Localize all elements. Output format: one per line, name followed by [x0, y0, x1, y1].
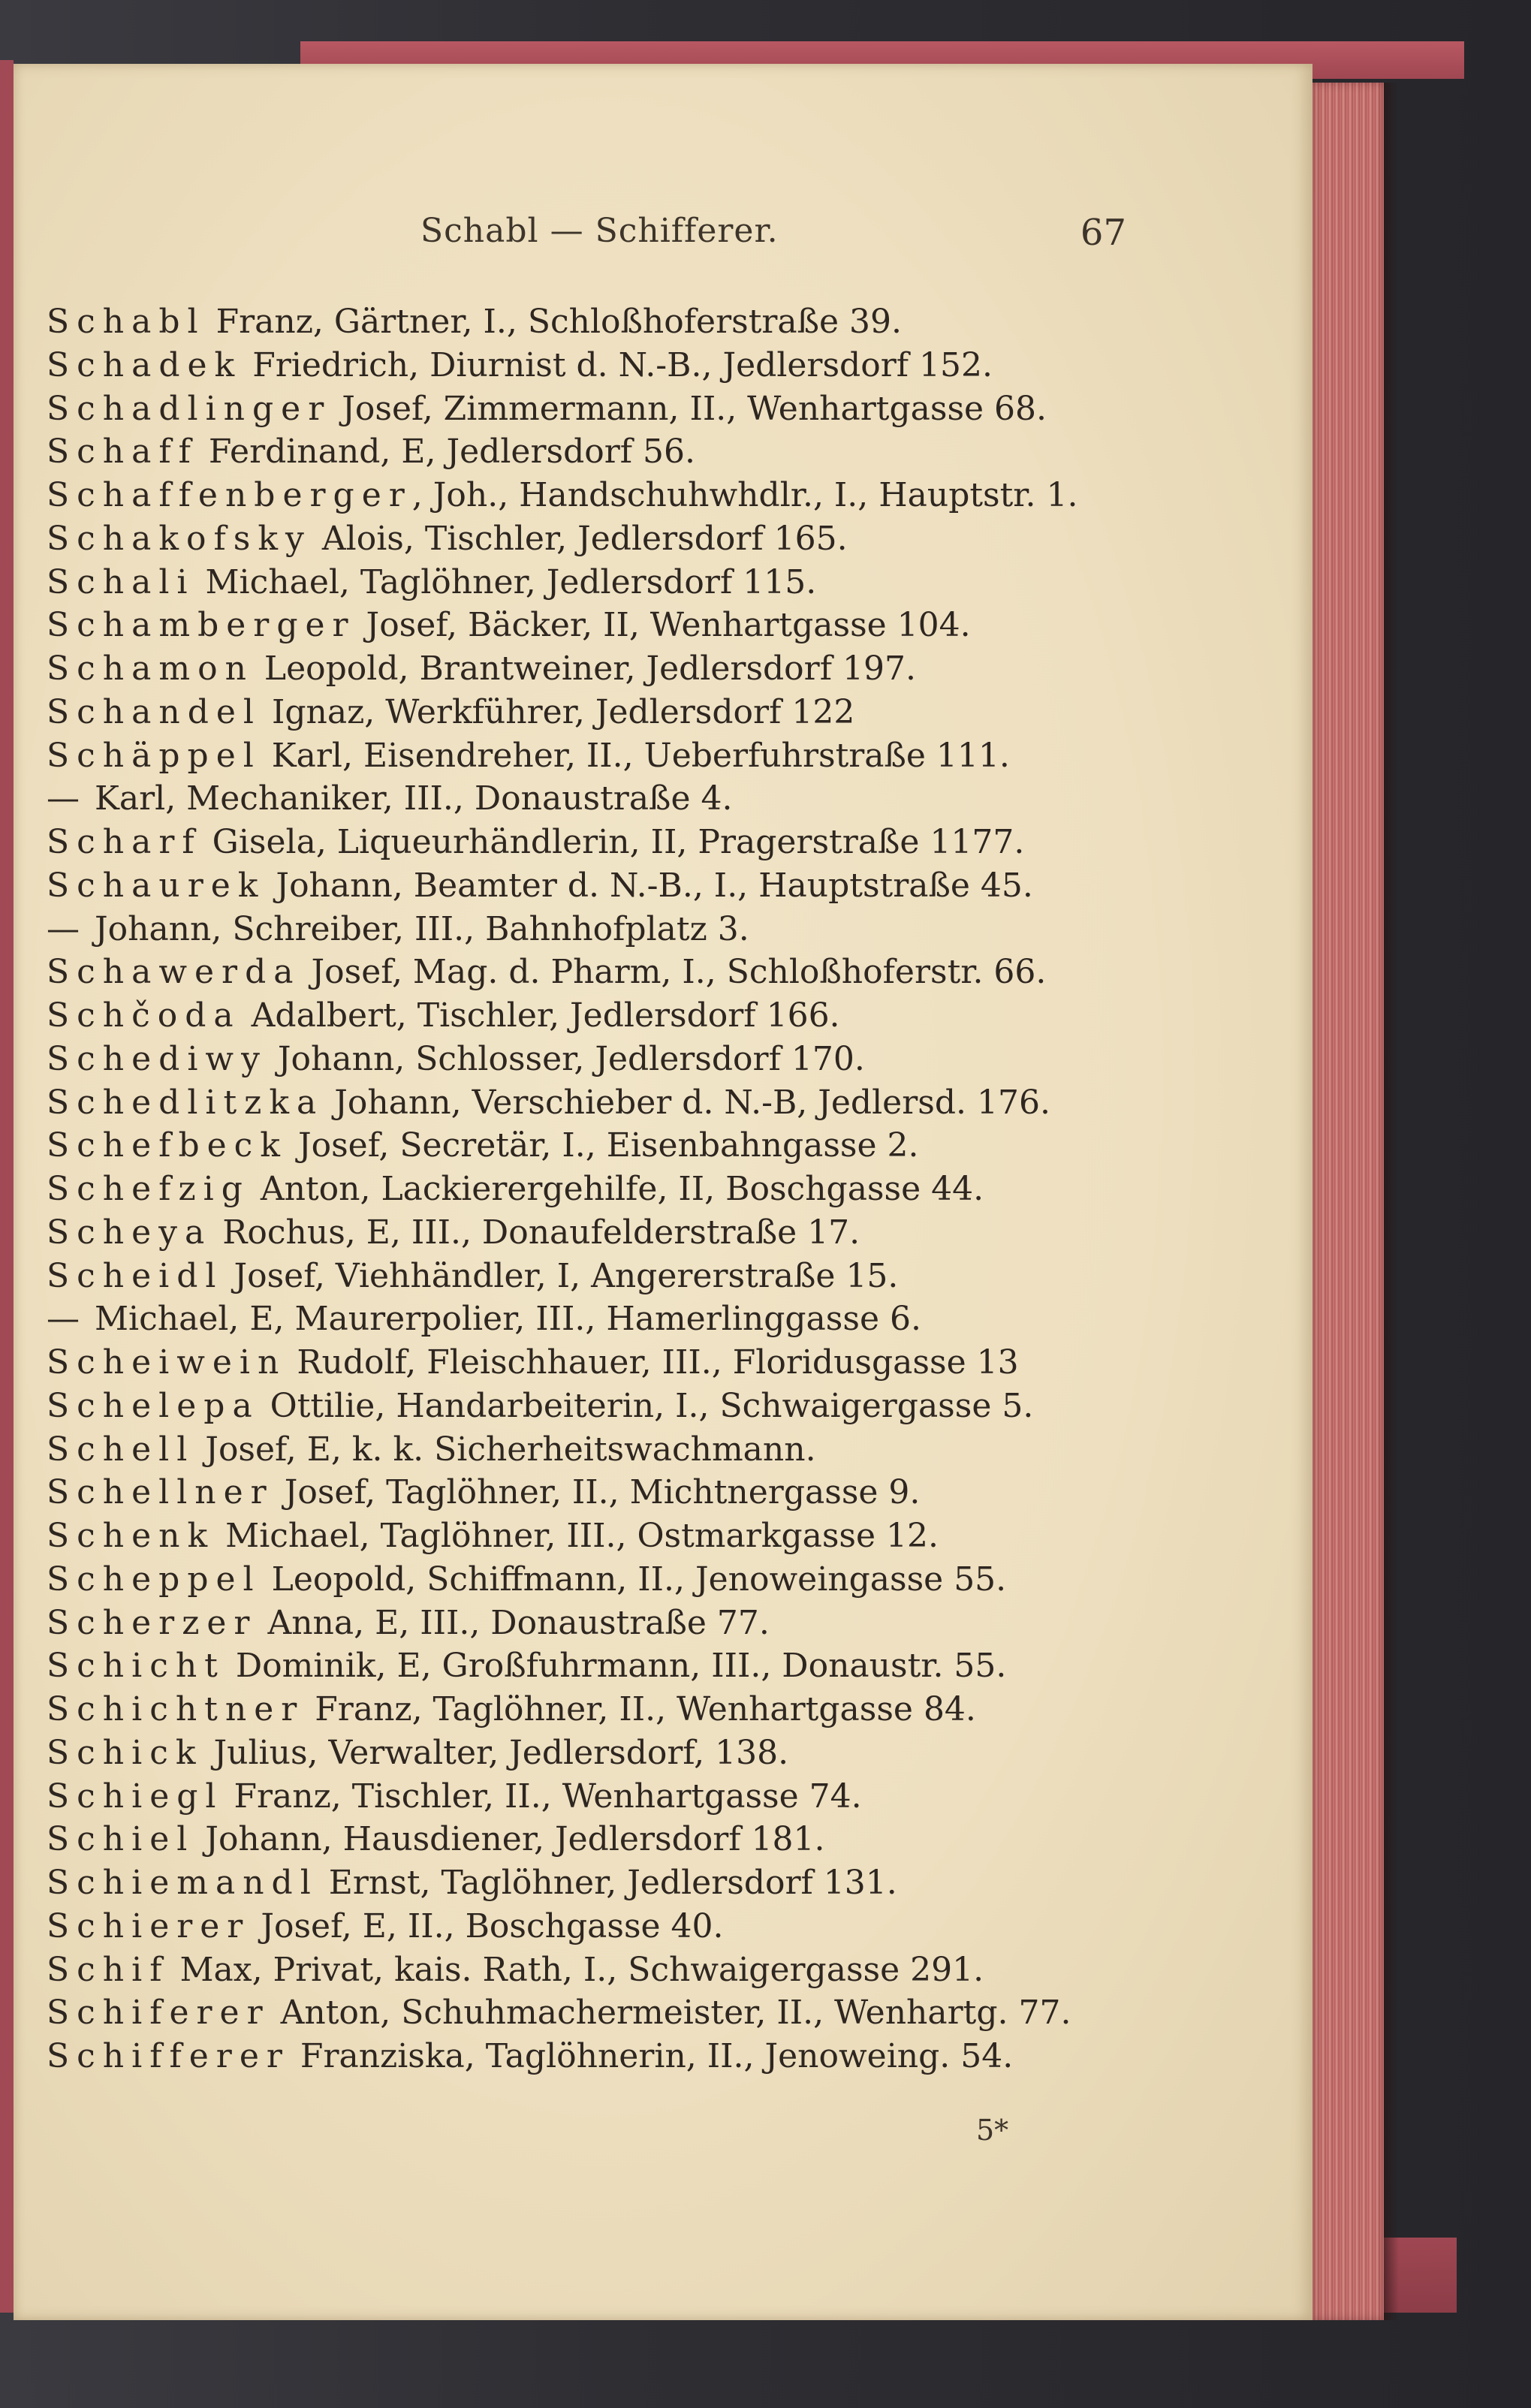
- entry-details: Anna, E, III., Donaustraße 77.: [257, 1603, 770, 1642]
- page-number: 67: [1080, 212, 1126, 254]
- entry-surname: Scharf: [47, 823, 202, 861]
- entry-details: Michael, Taglöhner, Jedlersdorf 115.: [194, 562, 817, 601]
- directory-entry: [47, 1168, 1143, 1211]
- entry-details: Dominik, E, Großfuhrmann, III., Donaustr. 55.: [225, 1647, 1007, 1686]
- entry-surname: Schifferer: [47, 2037, 290, 2075]
- directory-entry: [47, 1558, 1143, 1602]
- entry-surname: Schčoda: [47, 996, 241, 1035]
- directory-entry: [47, 300, 1143, 344]
- cover-binding-left: [0, 60, 14, 2313]
- directory-entry: [47, 1081, 1143, 1125]
- entry-surname: Scheiwein: [47, 1343, 287, 1382]
- entry-details: Josef, Viehhändler, I, Angererstraße 15.: [223, 1256, 899, 1295]
- directory-entry: [47, 1124, 1143, 1168]
- entry-surname: Scherzer: [47, 1603, 258, 1642]
- entry-surname: Schiferer: [47, 1994, 270, 2033]
- entry-surname: Schicht: [47, 1647, 225, 1686]
- directory-entry: [47, 864, 1143, 908]
- directory-entry: [47, 1602, 1143, 1645]
- directory-entry: [47, 1818, 1143, 1861]
- entry-details: Anton, Schuhmachermeister, II., Wenhartg. 77.: [270, 1994, 1071, 2033]
- entry-surname: Schediwy: [47, 1039, 267, 1078]
- entry-details: Johann, Beamter d. N.-B., I., Hauptstraße 45.: [265, 866, 1033, 905]
- directory-entry: [47, 1731, 1143, 1775]
- entry-surname: Schadlinger: [47, 389, 332, 428]
- entry-details: Karl, Mechaniker, III., Donaustraße 4.: [84, 779, 733, 818]
- entry-details: Adalbert, Tischler, Jedlersdorf 166.: [240, 996, 840, 1035]
- entry-surname: Schierer: [47, 1906, 251, 1945]
- directory-entry: [47, 1775, 1143, 1819]
- entry-surname: Schadek: [47, 345, 243, 384]
- entry-details: Michael, E, Maurerpolier, III., Hamerlinggasse 6.: [84, 1300, 921, 1339]
- ditto-dash: —: [47, 779, 80, 818]
- entry-details: Josef, E, k. k. Sicherheitswachmann.: [194, 1430, 816, 1469]
- directory-entry: [47, 1341, 1143, 1385]
- directory-entry: [47, 387, 1143, 431]
- entry-surname: Scheya: [47, 1213, 212, 1252]
- directory-entry: [47, 1297, 1143, 1341]
- directory-entry: [47, 951, 1143, 994]
- directory-entries: [47, 300, 1143, 2078]
- entry-surname: Schefzig: [47, 1170, 250, 1208]
- entry-details: Johann, Hausdiener, Jedlersdorf 181.: [194, 1820, 825, 1859]
- directory-entry: [47, 1471, 1143, 1514]
- entry-surname: Schichtner: [47, 1690, 305, 1728]
- directory-entry: [47, 1688, 1143, 1731]
- entry-surname: Schif: [47, 1950, 170, 1989]
- entry-details: Friedrich, Diurnist d. N.-B., Jedlersdorf 152.: [242, 345, 993, 384]
- directory-entry: [47, 691, 1143, 734]
- directory-entry: [47, 994, 1143, 1038]
- directory-entry: [47, 474, 1143, 517]
- directory-entry: [47, 561, 1143, 604]
- entry-details: Rudolf, Fleischhauer, III., Floridusgasse 13: [286, 1343, 1019, 1382]
- entry-surname: Schefbeck: [47, 1126, 288, 1165]
- entry-surname: Schawerda: [47, 953, 301, 992]
- entry-surname: Schakofsky: [47, 519, 312, 558]
- entry-details: Josef, E, II., Boschgasse 40.: [250, 1906, 724, 1945]
- directory-entry: [47, 517, 1143, 561]
- directory-entry: [47, 1428, 1143, 1472]
- directory-entry: [47, 1644, 1143, 1688]
- directory-entry: [47, 1514, 1143, 1558]
- directory-entry: [47, 1211, 1143, 1255]
- entry-surname: Schiel: [47, 1820, 195, 1859]
- entry-surname: Schenk: [47, 1517, 215, 1555]
- entry-details: Michael, Taglöhner, III., Ostmarkgasse 12.: [215, 1517, 939, 1555]
- entry-surname: Schell: [47, 1430, 195, 1469]
- entry-surname: Scheidl: [47, 1256, 224, 1295]
- directory-entry: [47, 647, 1143, 691]
- entry-details: Johann, Schreiber, III., Bahnhofplatz 3.: [84, 909, 749, 948]
- entry-surname: Schelepa: [47, 1386, 260, 1425]
- directory-entry: [47, 1255, 1143, 1298]
- entry-details: Julius, Verwalter, Jedlersdorf, 138.: [203, 1733, 789, 1772]
- entry-details: Leopold, Schiffmann, II., Jenoweingasse 55.: [261, 1560, 1007, 1599]
- page-edges-shadow: [1384, 83, 1399, 2320]
- entry-details: , Joh., Handschuhwhdlr., I., Hauptstr. 1.: [411, 476, 1078, 514]
- page-edges: [1313, 83, 1384, 2320]
- directory-entry: [47, 777, 1143, 821]
- entry-surname: Schäppel: [47, 736, 261, 775]
- ditto-dash: —: [47, 909, 80, 948]
- directory-entry: [47, 734, 1143, 778]
- entry-details: Johann, Schlosser, Jedlersdorf 170.: [267, 1039, 865, 1078]
- directory-entry: [47, 604, 1143, 647]
- entry-surname: Schali: [47, 562, 195, 601]
- entry-details: Ottilie, Handarbeiterin, I., Schwaigergasse 5.: [259, 1386, 1034, 1425]
- entry-surname: Schellner: [47, 1473, 274, 1512]
- entry-surname: Schaurek: [47, 866, 266, 905]
- entry-details: Rochus, E, III., Donaufelderstraße 17.: [212, 1213, 860, 1252]
- entry-surname: Schick: [47, 1733, 203, 1772]
- entry-surname: Schamberger: [47, 606, 356, 645]
- directory-entry: [47, 821, 1143, 864]
- entry-details: Franziska, Taglöhnerin, II., Jenoweing. 54.: [289, 2037, 1014, 2075]
- directory-entry: [47, 1385, 1143, 1428]
- entry-surname: Schaff: [47, 432, 198, 472]
- running-head: Schabl — Schifferer.: [420, 212, 779, 250]
- entry-details: Josef, Secretär, I., Eisenbahngasse 2.: [287, 1126, 919, 1165]
- entry-details: Gisela, Liqueurhändlerin, II, Pragerstraße 1177.: [201, 823, 1025, 861]
- entry-surname: Schaffenberger: [47, 476, 412, 514]
- entry-details: Ernst, Taglöhner, Jedlersdorf 131.: [318, 1864, 897, 1902]
- directory-entry: [47, 1948, 1143, 1992]
- entry-surname: Schandel: [47, 692, 261, 731]
- entry-surname: Schiegl: [47, 1777, 224, 1816]
- entry-details: Josef, Zimmermann, II., Wenhartgasse 68.: [331, 389, 1047, 428]
- directory-entry: [47, 908, 1143, 951]
- entry-details: Alois, Tischler, Jedlersdorf 165.: [311, 519, 848, 558]
- directory-entry: [47, 1861, 1143, 1905]
- entry-details: Leopold, Brantweiner, Jedlersdorf 197.: [253, 649, 916, 688]
- directory-entry: [47, 1038, 1143, 1081]
- entry-surname: Scheppel: [47, 1560, 261, 1599]
- entry-surname: Schamon: [47, 649, 254, 688]
- directory-entry: [47, 2035, 1143, 2078]
- entry-details: Franz, Tischler, II., Wenhartgasse 74.: [223, 1777, 862, 1816]
- entry-surname: Schabl: [47, 303, 206, 341]
- directory-entry: [47, 1905, 1143, 1948]
- entry-details: Johann, Verschieber d. N.-B, Jedlersd. 176.: [324, 1083, 1050, 1122]
- entry-details: Josef, Taglöhner, II., Michtnergasse 9.: [273, 1473, 921, 1512]
- signature-mark: 5*: [976, 2114, 1009, 2147]
- ditto-dash: —: [47, 1300, 80, 1339]
- entry-details: Franz, Gärtner, I., Schloßhoferstraße 39.: [205, 303, 903, 341]
- entry-details: Josef, Mag. d. Pharm, I., Schloßhoferstr. 66.: [300, 953, 1047, 992]
- entry-details: Franz, Taglöhner, II., Wenhartgasse 84.: [304, 1690, 976, 1728]
- entry-details: Josef, Bäcker, II, Wenhartgasse 104.: [355, 606, 971, 645]
- entry-details: Max, Privat, kais. Rath, I., Schwaigergasse 291.: [169, 1950, 984, 1989]
- directory-entry: [47, 344, 1143, 387]
- entry-surname: Schiemandl: [47, 1864, 318, 1902]
- directory-entry: [47, 430, 1143, 474]
- entry-surname: Schedlitzka: [47, 1083, 324, 1122]
- directory-entry: [47, 1991, 1143, 2035]
- entry-details: Karl, Eisendreher, II., Ueberfuhrstraße 111.: [261, 736, 1010, 775]
- entry-details: Anton, Lackierergehilfe, II, Boschgasse 44.: [249, 1170, 984, 1208]
- entry-details: Ferdinand, E, Jedlersdorf 56.: [197, 432, 695, 472]
- entry-details: Ignaz, Werkführer, Jedlersdorf 122: [261, 692, 855, 731]
